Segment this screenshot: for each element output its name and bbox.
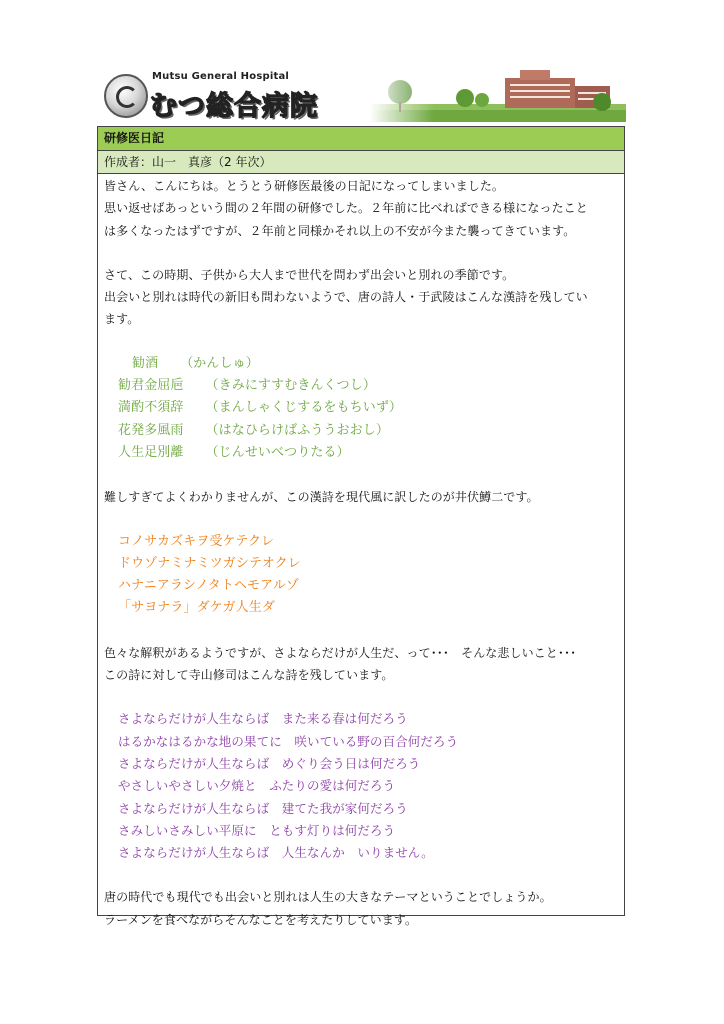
terayama-line: さよならだけが人生ならば めぐり会う日は何だろう — [118, 755, 421, 771]
kanshi-reading: （まんしゃくじするをもちいず） — [205, 400, 403, 416]
paragraph-line: ラーメンを食べながらそんなことを考えたりしています。 — [104, 912, 418, 927]
diary-panel — [97, 126, 625, 927]
kanshi-text: 勧君金屈巵 — [118, 378, 184, 394]
ibuse-line: コノサカズキヲ受ケテクレ — [118, 533, 275, 549]
hospital-logo-icon — [104, 74, 148, 118]
logo-english-name: Mutsu General Hospital — [152, 71, 290, 82]
paragraph-line: ます。 — [104, 312, 140, 327]
kanshi-line — [104, 420, 620, 442]
terayama-line: さよならだけが人生ならば 人生なんか いりません。 — [118, 845, 434, 861]
kanshi-line — [104, 397, 620, 419]
logo-japanese-name: むつ総合病院 — [150, 91, 318, 122]
terayama-line: さよならだけが人生ならば 建てた我が家何だろう — [118, 800, 408, 816]
paragraph-line: 出会いと別れは時代の新旧も問わないようで、唐の詩人・于武陵はこんな漢詩を残してい — [104, 290, 588, 305]
hospital-building-image — [370, 64, 626, 122]
paragraph-line: 思い返せばあっという間の２年間の研修でした。２年前に比べればできる様になったこと — [104, 201, 588, 216]
kanshi-reading: （じんせいべつりたる） — [205, 444, 350, 460]
kanshi-reading: （はなひらけばふううおおし） — [205, 422, 389, 438]
kanshi-poem — [104, 353, 620, 464]
terayama-poem — [104, 708, 620, 864]
terayama-line: さみしいさみしい平原に ともす灯りは何だろう — [118, 822, 396, 838]
terayama-line: さよならだけが人生ならば また来る春は何だろう — [118, 711, 408, 727]
kanshi-text: 花発多風雨 — [118, 422, 184, 438]
hospital-banner — [98, 64, 626, 122]
kanshi-line — [104, 442, 620, 464]
paragraph-line: この詩に対して寺山修司はこんな詩を残しています。 — [104, 668, 394, 683]
paragraph-line: 色々な解釈があるようですが、さよならだけが人生だ、って･･･ そんな悲しいこと･･･ — [104, 645, 577, 660]
paragraph-line: 唐の時代でも現代でも出会いと別れは人生の大きなテーマということでしょうか。 — [104, 890, 552, 905]
kanshi-text: 満酌不須辞 — [118, 400, 184, 416]
kanshi-text: 人生足別離 — [118, 444, 184, 460]
terayama-line: やさしいやさしい夕焼と ふたりの愛は何だろう — [118, 778, 396, 794]
kanshi-text: 勧酒 — [132, 355, 159, 371]
paragraph-line: さて、この時期、子供から大人まで世代を問わず出会いと別れの季節です。 — [104, 267, 515, 282]
paragraph-line: 難しすぎてよくわかりませんが、この漢詩を現代風に訳したのが井伏鱒二です。 — [104, 490, 539, 505]
diary-body — [98, 174, 624, 931]
paragraph-line: は多くなったはずですが、２年前と同様かそれ以上の不安が今また襲ってきています。 — [104, 223, 576, 238]
kanshi-reading: （かんしゅ） — [180, 355, 259, 371]
diary-author: 作成者：山一 真彦（2 年次） — [98, 151, 624, 174]
paragraph-line: 皆さん、こんにちは。とうとう研修医最後の日記になってしまいました。 — [104, 179, 505, 193]
ibuse-poem — [104, 531, 620, 620]
kanshi-line — [104, 375, 620, 397]
kanshi-reading: （きみにすすむきんくつし） — [205, 378, 376, 394]
kanshi-line — [104, 353, 620, 375]
ibuse-line: 「サヨナラ」ダケガ人生ダ — [118, 600, 275, 616]
ibuse-line: ハナニアラシノタトヘモアルゾ — [118, 578, 299, 594]
diary-title: 研修医日記 — [98, 127, 624, 151]
ibuse-line: ドウゾナミナミツガシテオクレ — [118, 555, 301, 571]
terayama-line: はるかなはるかな地の果てに 咲いている野の百合何だろう — [118, 733, 459, 749]
